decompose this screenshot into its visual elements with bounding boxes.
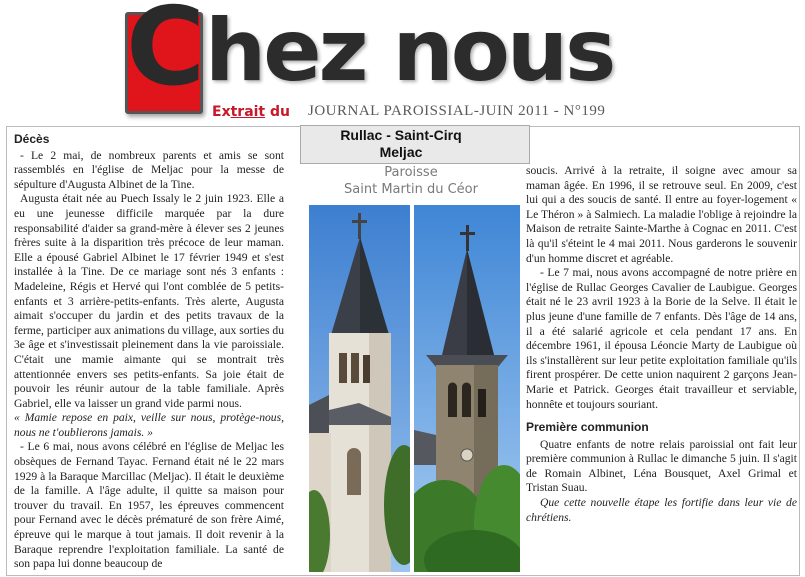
paragraph: soucis. Arrivé à la retraite, il soigne avec amour sa maman âgée. En 1996, il se retrouve seul. En 2009, c'est lui qui a des soucis de santé. Il entre au foyer-logement « Le Théron » à Salmiech. La maladie l'oblige à rejoindre la Maison de retraite Sainte-Marthe à Cognac en 2011. C'est là qu'il s'éteint le 4 mai 2011. Nous garderons le souvenir d'un homme discret et agréable. <box>526 164 797 265</box>
paragraph: - Le 2 mai, de nombreux parents et amis se sont rassemblés en l'église de Meljac pour la messe de sépulture d'Augusta Albinet de la Tine. <box>14 148 284 191</box>
church-photo-meljac <box>309 205 410 572</box>
logo-title: hez nous <box>205 1 614 101</box>
paroisse-label: Paroisse Saint Martin du Céor <box>344 165 478 197</box>
logo-letter-c: C <box>126 0 204 110</box>
column-left <box>14 132 284 572</box>
extrait-label: Extrait du <box>212 104 291 120</box>
quote: « Mamie repose en paix, veille sur nous, protège-nous, nous ne t'oublierons jamais. » <box>14 411 284 439</box>
column-right <box>526 164 797 525</box>
paragraph: - Le 7 mai, nous avons accompagné de notre prière en l'église de Rullac Georges Cavalier de Laubigue. Georges était né le 23 avril 1923 à la Borie de la Selve. Il était le plus jeune d'une famille de 7 enfants. Dès l'âge de 14 ans, il a été salarié agricole et cela pendant 17 ans. En décembre 1961, il épousa Léoncie Marty de Laubigue où ils s'installèrent sur leur petite exploitation familiale qu'ils firent prospérer. De cette union naquirent 2 garçons Jean-Marie et Patrick. Georges était travailleur et serviable, honnête et toujours souriant. <box>526 266 797 411</box>
journal-subtitle: JOURNAL PAROISSIAL-JUIN 2011 - N°199 <box>308 103 606 119</box>
masthead <box>0 0 805 128</box>
communion-heading: Première communion <box>526 420 649 435</box>
paragraph: Augusta était née au Puech Issaly le 2 juin 1923. Elle a eu une jeunesse difficile marquée par la dure responsabilité d'aider sa grand-mère à élever ses 2 jeunes frères suite à la disparition très précoce de leur maman. Elle a épousé Gabriel Albinet le 17 février 1949 et s'est installée à la Tine. De ce mariage sont nés 3 enfants : Madeleine, Régis et Hervé qui l'ont comblée de 5 petits-enfants et 3 arrière-petits-enfants. Très alerte, Augusta aimait s'occuper du jardin et des petits travaux de la ferme, participer aux animations du village, aux sorties du 3e âge et s'investissait pleinement dans la vie paroissiale. C'était une mamie aimante qui se montrait très attentionnée envers ses petits-enfants. Sa joie était de pouvoir les réunir autour de la table familiale. Après Gabriel, elle va laisser un grand vide parmi nous. <box>14 192 284 410</box>
church-photo-rullac <box>414 205 520 572</box>
closing-wish: Que cette nouvelle étape les fortifie dans leur vie de chrétiens. <box>526 496 797 524</box>
parish-title: Rullac - Saint-Cirq Meljac <box>340 127 462 160</box>
paragraph: - Le 6 mai, nous avons célébré en l'église de Meljac les obsèques de Fernand Tayac. Fernand était né le 22 mars 1929 à la Baraque Marcillac (Meljac). Il était le deuxième de la famille. A l'âge adulte, il quitte sa maison pour trouver du travail. En 1957, les épreuves commencent pour Fernand avec le décès prématuré de son frère Aimé, épreuve qui le marque à tout jamais. Il doit revenir à la Baraque reprendre l'exploitation familiale. La santé de son papa lui donne beaucoup de <box>14 440 284 571</box>
deces-heading: Décès <box>14 132 50 146</box>
paragraph: Quatre enfants de notre relais paroissial ont fait leur première communion à Rullac le dimanche 5 juin. Il s'agit de Romain Albinet, Léna Bousquet, Axel Grimal et Tristan Suau. <box>526 437 797 495</box>
parish-title-box <box>300 125 530 164</box>
